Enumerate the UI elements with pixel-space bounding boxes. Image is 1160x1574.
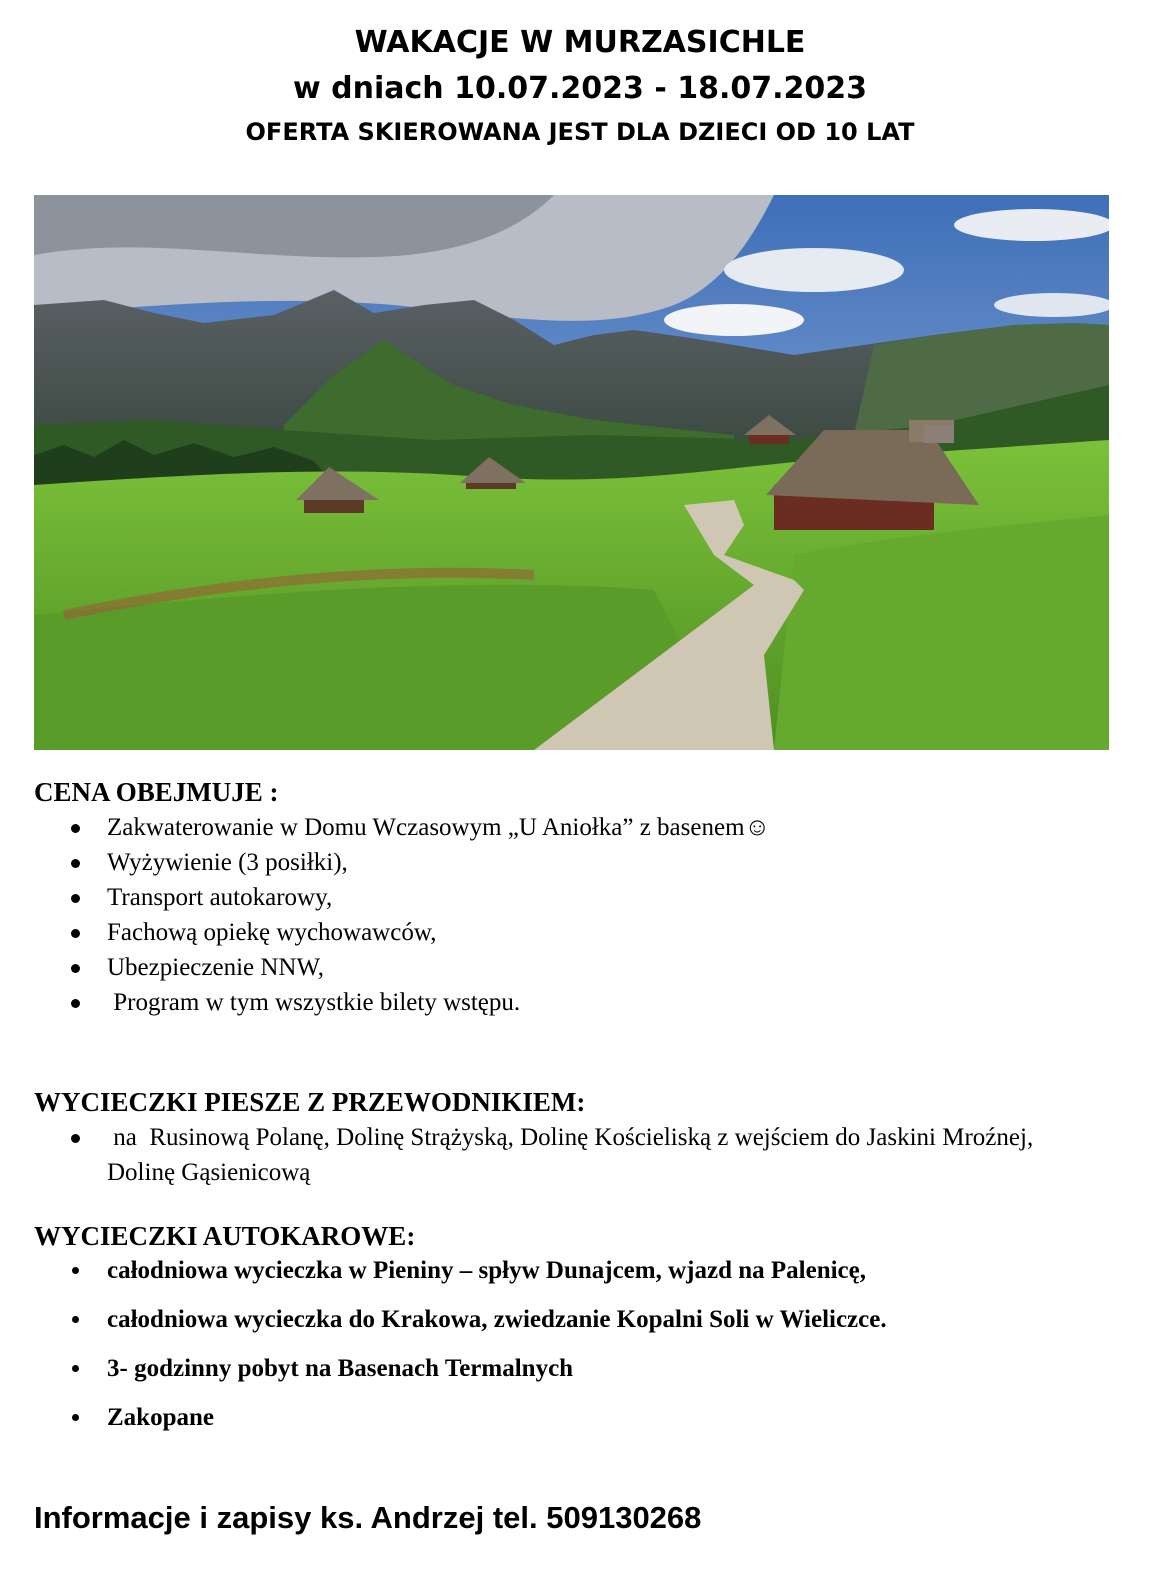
list-item: Program w tym wszystkie bilety wstępu. [34,985,1114,1020]
hikes-section-title: WYCIECZKI PIESZE Z PRZEWODNIKIEM: [34,1087,586,1117]
price-section-title: CENA OBEJMUJE : [34,777,279,807]
price-list [34,810,1114,1020]
list-item: Fachową opiekę wychowawców, [34,915,1114,950]
bus-section-title: WYCIECZKI AUTOKAROWE: [34,1221,416,1251]
bullet-icon [72,1365,79,1372]
list-item: Transport autokarowy, [34,880,1114,915]
list-item: całodniowa wycieczka w Pieniny – spływ Dunajcem, wjazd na Palenicę, [34,1246,1114,1295]
bullet-icon [72,1414,79,1421]
bullet-icon [71,999,80,1008]
list-item: na Rusinową Polanę, Dolinę Strążyską, Dolinę Kościeliską z wejściem do Jaskini Mroźnej, Dolinę Gąsienicową [34,1120,1114,1190]
bullet-icon [71,929,80,938]
contact-info: Informacje i zapisy ks. Andrzej tel. 509130268 [34,1500,702,1535]
list-item: całodniowa wycieczka do Krakowa, zwiedzanie Kopalni Soli w Wieliczce. [34,1295,1114,1344]
hikes-list [34,1120,1114,1190]
bullet-icon [72,1316,79,1323]
bullet-icon [71,964,80,973]
list-item: Zakwaterowanie w Domu Wczasowym „U Aniołka” z basenem☺ [34,810,1114,845]
list-item: 3- godzinny pobyt na Basenach Termalnych [34,1344,1114,1393]
bullet-icon [71,1134,80,1143]
bullet-icon [72,1267,79,1274]
poster-dates: w dniach 10.07.2023 - 18.07.2023 [292,71,867,106]
list-item: Wyżywienie (3 posiłki), [34,845,1114,880]
bullet-icon [71,894,80,903]
poster-subtitle: OFERTA SKIEROWANA JEST DLA DZIECI OD 10 LAT [245,118,915,146]
bullet-icon [71,859,80,868]
mountain-meadow-photo [34,195,1109,750]
bullet-icon [71,824,80,833]
list-item: Ubezpieczenie NNW, [34,950,1114,985]
bus-list [34,1246,1114,1442]
poster-title: WAKACJE W MURZASICHLE [354,25,806,60]
list-item: Zakopane [34,1393,1114,1442]
